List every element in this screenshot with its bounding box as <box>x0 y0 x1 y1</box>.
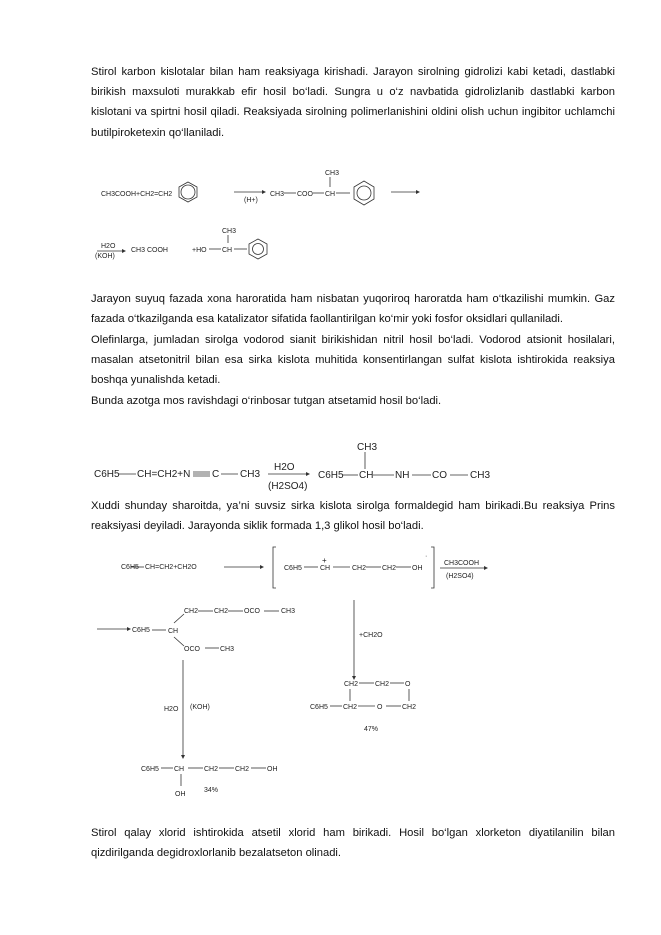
s3-hydrolysis: H2O <box>164 706 179 713</box>
s3-reactant-b: CH=CH2+CH2O <box>145 564 197 571</box>
s3-bond-7 <box>174 614 184 623</box>
s3-cond-top: CH3COOH <box>444 560 480 567</box>
s2-arrow-head <box>306 472 310 476</box>
s2-product-d: CO <box>432 470 447 481</box>
s3-ring-c: O <box>405 681 411 688</box>
s1-methyl-top: CH3 <box>325 170 340 177</box>
scheme-1 <box>95 170 420 260</box>
s1-benzene-ring-1 <box>181 185 195 199</box>
s1-inter-c: CH <box>325 191 336 198</box>
s3-bracket-d: CH2 <box>382 565 397 572</box>
s3-cond-bottom: (H2SO4) <box>446 573 474 580</box>
s3-bracket-dot: · <box>425 553 428 560</box>
s3-ring-b: CH2 <box>375 681 390 688</box>
s3-ring-d: C6H5 <box>310 704 328 711</box>
s2-reactant-b: CH=CH2+N <box>137 469 191 480</box>
s3-ring-a: CH2 <box>344 681 359 688</box>
scheme-3 <box>97 547 488 798</box>
s3-bracket-e: OH <box>412 565 423 572</box>
s3-glycol-d: CH2 <box>235 766 250 773</box>
s3-bracket-b: CH <box>320 565 331 572</box>
s2-product-a: C6H5 <box>318 470 344 481</box>
s3-arrow-1-head <box>260 565 264 569</box>
s1-arrow-2-head <box>416 190 420 194</box>
s1-reagent: H2O <box>101 243 116 250</box>
paragraph-styrene-carboxylic-acids: Stirol karbon kislotalar bilan ham reaksiyaga kirishadi. Jarayon sirolning gidrolizi kabi ketadi, dastlabki birikish maxsuloti murakkab efir hosil bo‘ladi. Sungra u o‘z navbatida gidrolizlanib dastlabki karbon kislotani va spirtni hosil qiladi. Reaksiyada sirolning polimerlanishini oldini olish uchun ingibitor uchlamchi butilpiroketexin qo‘llaniladi. <box>91 66 615 139</box>
s1-inter-b: COO <box>297 191 313 198</box>
s3-bracket-c: CH2 <box>352 565 367 572</box>
s2-reactant-c: C <box>212 469 220 480</box>
s3-diester-f: CH <box>168 628 179 635</box>
s3-diester-b: CH2 <box>214 608 229 615</box>
s3-diester-g: OCO <box>184 646 200 653</box>
s3-glycol-f: OH <box>175 791 186 798</box>
paragraph-reaction-phases: Jarayon suyuq fazada xona haroratida ham nisbatan yuqoriroq haroratda ham o‘tkazilishi mumkin. Gaz fazada o‘tkazilganda esa katalizator sifatida faollantirilgan ko‘mir yoki fosfor oksidlari qullaniladi. <box>91 293 615 326</box>
s1-arrow-1-head <box>262 190 266 194</box>
s3-diester-h: CH3 <box>220 646 235 653</box>
paragraph-prins-reaction: Xuddi shunday sharoitda, ya’ni suvsiz sirka kislota sirolga formaldegid ham birikadi.Bu reaksiya Prins reaksiyasi deyiladi. Jarayonda siklik formada 1,3 glikol hosil bo‘ladi. <box>91 500 615 533</box>
paragraph-olefin-nitrile: Olefinlarga, jumladan sirolga vodorod sianit birikishidan nitril hosil bo‘ladi. Vodorod atsionit hosilalari, masalan atsetonitril bilan esa sirka kislota muhitida konsentirlangan sulfat kislota ishtirokida reaksiya boshqa yunalishda ketadi. <box>91 334 615 387</box>
s3-arrow-4-head <box>352 676 356 680</box>
s3-diester-e: C6H5 <box>132 627 150 634</box>
s1-catalyst: (H+) <box>244 197 258 204</box>
s3-ring-yield: 47% <box>364 726 379 733</box>
s3-arrow-3-head <box>127 627 131 631</box>
s3-diester-d: CH3 <box>281 608 296 615</box>
s3-bond-8 <box>174 637 184 646</box>
s3-glycol-b: CH <box>174 766 185 773</box>
s3-formaldehyde: +CH2O <box>359 632 383 639</box>
s3-diester-c: OCO <box>244 608 260 615</box>
s2-cond-bottom: (H2SO4) <box>268 481 308 492</box>
s3-glycol-e: OH <box>267 766 278 773</box>
s3-bracket-left <box>273 547 276 588</box>
s1-product-acid: CH3 COOH <box>131 247 168 254</box>
paragraph-acetyl-chloride: Stirol qalay xlorid ishtirokida atsetil xlorid ham birikadi. Hosil bo‘lgan xlorketon diyatilanilin bilan qizdirilganda degidroxlorlanib bezalatseton olinadi. <box>91 827 615 860</box>
s1-benzene-ring-3-hex <box>249 239 267 259</box>
s1-reactant: CH3COOH+CH2=CH2 <box>101 191 173 198</box>
s3-reactant-a: C6H5 <box>121 564 139 571</box>
paragraph-acetamide: Bunda azotga mos ravishdagi o‘rinbosar tutgan atsetamid hosil bo‘ladi. <box>91 395 442 407</box>
s3-glycol-c: CH2 <box>204 766 219 773</box>
s2-reactant-a: C6H5 <box>94 469 120 480</box>
s3-ring-e: CH2 <box>343 704 358 711</box>
s2-reactant-d: CH3 <box>240 469 261 480</box>
s1-reagent-cond: (KOH) <box>95 253 115 260</box>
s3-diester-a: CH2 <box>184 608 199 615</box>
s1-benzene-ring-2 <box>357 186 371 200</box>
s1-inter-a: CH3 <box>270 191 285 198</box>
s1-product-alcohol-b: CH <box>222 247 233 254</box>
s3-ring-f: O <box>377 704 383 711</box>
s1-methyl-top-2: CH3 <box>222 228 237 235</box>
scheme-2 <box>94 442 490 492</box>
s2-product-e: CH3 <box>470 470 491 481</box>
s3-bracket-a: C6H5 <box>284 565 302 572</box>
s2-product-c: NH <box>395 470 410 481</box>
s2-product-b: CH <box>359 470 374 481</box>
s3-glycol-a: C6H5 <box>141 766 159 773</box>
s3-bracket-plus: + <box>322 556 327 565</box>
s2-product-methyl: CH3 <box>357 442 378 453</box>
s3-hydrolysis-cond: (KOH) <box>190 704 210 711</box>
s3-bracket-right <box>431 547 434 588</box>
s3-arrow-5-head <box>181 755 185 759</box>
s3-arrow-2-head <box>484 566 488 570</box>
s3-ring-g: CH2 <box>402 704 417 711</box>
s3-glycol-yield: 34% <box>204 787 219 794</box>
s1-product-alcohol-a: +HO <box>192 247 207 254</box>
s1-benzene-ring-3 <box>253 244 264 255</box>
s1-arrow-3-head <box>122 249 126 253</box>
s2-cond-top: H2O <box>274 462 295 473</box>
